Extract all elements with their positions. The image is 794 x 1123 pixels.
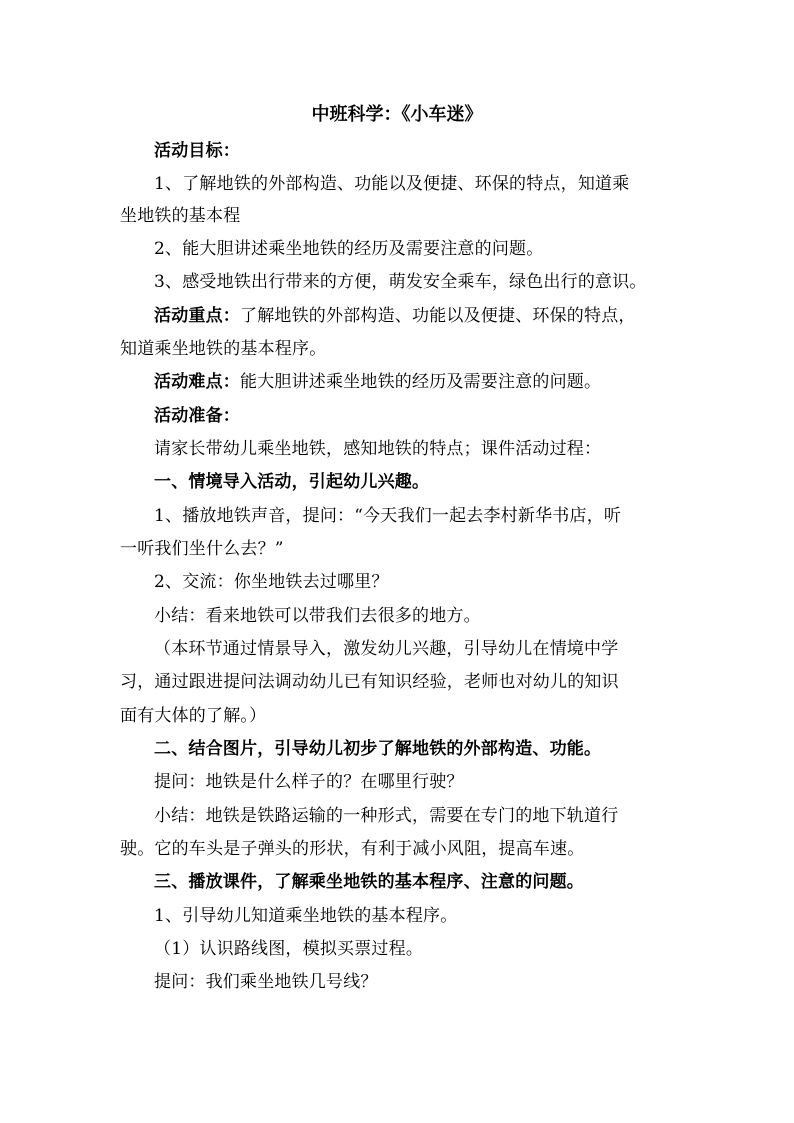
goal-item-1-line-1: 1、了解地铁的外部构造、功能以及便捷、环保的特点，知道乘 (154, 174, 630, 194)
key-point-label: 活动重点： (154, 306, 240, 326)
goal-heading: 活动目标： (154, 141, 240, 161)
section-1-summary: 小结：看来地铁可以带我们去很多的地方。 (154, 606, 481, 626)
section-1-item-2: 2、交流：你坐地铁去过哪里？ (154, 572, 389, 592)
preparation-text: 请家长带幼儿乘坐地铁，感知地铁的特点；课件活动过程： (154, 439, 602, 459)
difficulty-line (154, 369, 601, 395)
section-2-summary-line-2: 驶。它的车头是子弹头的形状，有利于减小风阻，提高车速。 (120, 839, 585, 859)
section-3-heading: 三、播放课件，了解乘坐地铁的基本程序、注意的问题。 (154, 872, 584, 892)
section-1-note-line-2: 习，通过跟进提问法调动幼儿已有知识经验，老师也对幼儿的知识 (120, 672, 619, 692)
section-1-note-line-3: 面有大体的了解。） (120, 706, 267, 726)
document-title: 中班科学：《小车迷》 (311, 104, 483, 125)
section-1-heading: 一、情境导入活动，引起幼儿兴趣。 (154, 472, 430, 492)
section-3-subitem-1: （1）认识路线图，模拟买票过程。 (154, 939, 424, 959)
section-3-item-1: 1、引导幼儿知道乘坐地铁的基本程序。 (154, 906, 458, 926)
section-2-question: 提问：地铁是什么样子的？在哪里行驶？ (154, 772, 464, 792)
key-point-text: 了解地铁的外部构造、功能以及便捷、环保的特点， (240, 306, 636, 326)
section-2-summary-line-1: 小结：地铁是铁路运输的一种形式，需要在专门的地下轨道行 (154, 806, 619, 826)
key-point-line-2: 知道乘坐地铁的基本程序。 (120, 339, 327, 359)
section-2-heading: 二、结合图片，引导幼儿初步了解地铁的外部构造、功能。 (154, 739, 602, 759)
difficulty-label: 活动难点： (154, 372, 240, 392)
goal-item-2: 2、能大胆讲述乘坐地铁的经历及需要注意的问题。 (154, 239, 544, 259)
goal-item-3: 3、感受地铁出行带来的方便，萌发安全乘车，绿色出行的意识。 (154, 272, 647, 292)
goal-item-1-line-2: 坐地铁的基本程 (120, 206, 241, 226)
preparation-heading: 活动准备： (154, 406, 240, 426)
section-3-question: 提问：我们乘坐地铁几号线？ (154, 972, 378, 992)
section-1-item-1-line-1: 1、播放地铁声音，提问：“今天我们一起去李村新华书店，听 (154, 506, 622, 526)
difficulty-text: 能大胆讲述乘坐地铁的经历及需要注意的问题。 (240, 372, 602, 392)
key-point-line-1 (154, 303, 636, 329)
section-1-item-1-line-2: 一听我们坐什么去？” (120, 539, 284, 559)
section-1-note-line-1: （本环节通过情景导入，激发幼儿兴趣，引导幼儿在情境中学 (154, 639, 619, 659)
